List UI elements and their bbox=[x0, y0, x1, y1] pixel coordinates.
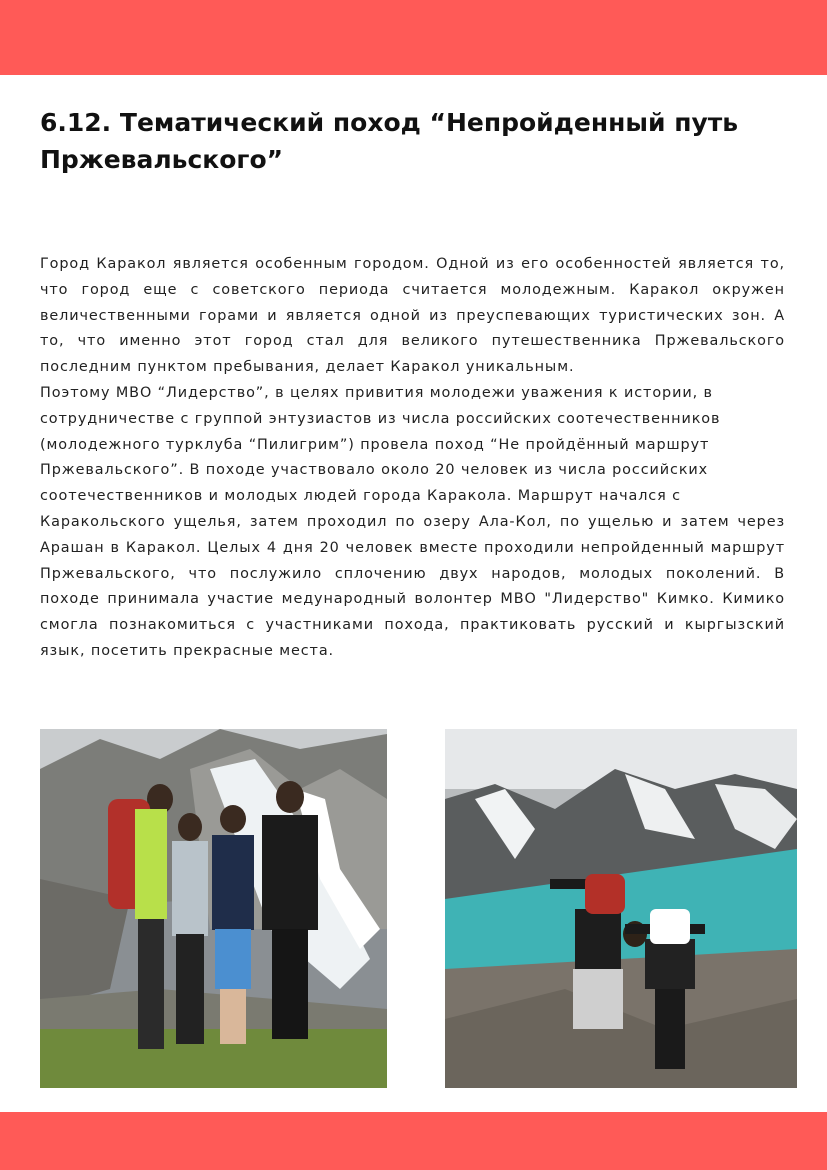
photo-hikers-waterfall bbox=[40, 729, 387, 1088]
section-title: Тематический поход “Непройденный путь Пржевальского” bbox=[40, 108, 739, 174]
paragraph: Каракольского ущелья, затем проходил по озеру Ала-Кол, по ущелью и затем через Арашан в Каракол. Целых 4 дня 20 человек вместе проходили непройденный маршрут Пржевальского, что послужило сплочению двух народов, молодых поколений. В походе принимала участие медународный волонтер МВО "Лидерство" Кимко. Кимико смогла познакомиться с участниками похода, практиковать русский и кыргызский язык, посетить прекрасные места. bbox=[40, 513, 785, 659]
top-banner bbox=[0, 0, 827, 75]
paragraph: Город Каракол является особенным городом. Одной из его особенностей является то, что город еще с советского периода считается молодежным. Каракол окружен величественными горами и является одной из преуспевающих туристических зон. А то, что именно этот город стал для великого путешественника Пржевальского последним пунктом пребывания, делает Каракол уникальным. bbox=[40, 256, 785, 376]
photo-hikers-lake bbox=[445, 729, 797, 1088]
bottom-banner bbox=[0, 1112, 827, 1170]
page-title bbox=[40, 104, 800, 178]
article-body bbox=[40, 252, 785, 665]
paragraph: Поэтому МВО “Лидерство”, в целях привития молодежи уважения к истории, в сотрудничестве с группой энтузиастов из числа российских соотечественников (молодежного турклуба “Пилигрим”) провела поход “Не пройдённый маршрут Пржевальского”. В походе участвовало около 20 человек из числа российских соотечественников и молодых людей города Каракола. Маршрут начался с bbox=[40, 384, 721, 505]
section-number: 6.12. bbox=[40, 108, 112, 137]
